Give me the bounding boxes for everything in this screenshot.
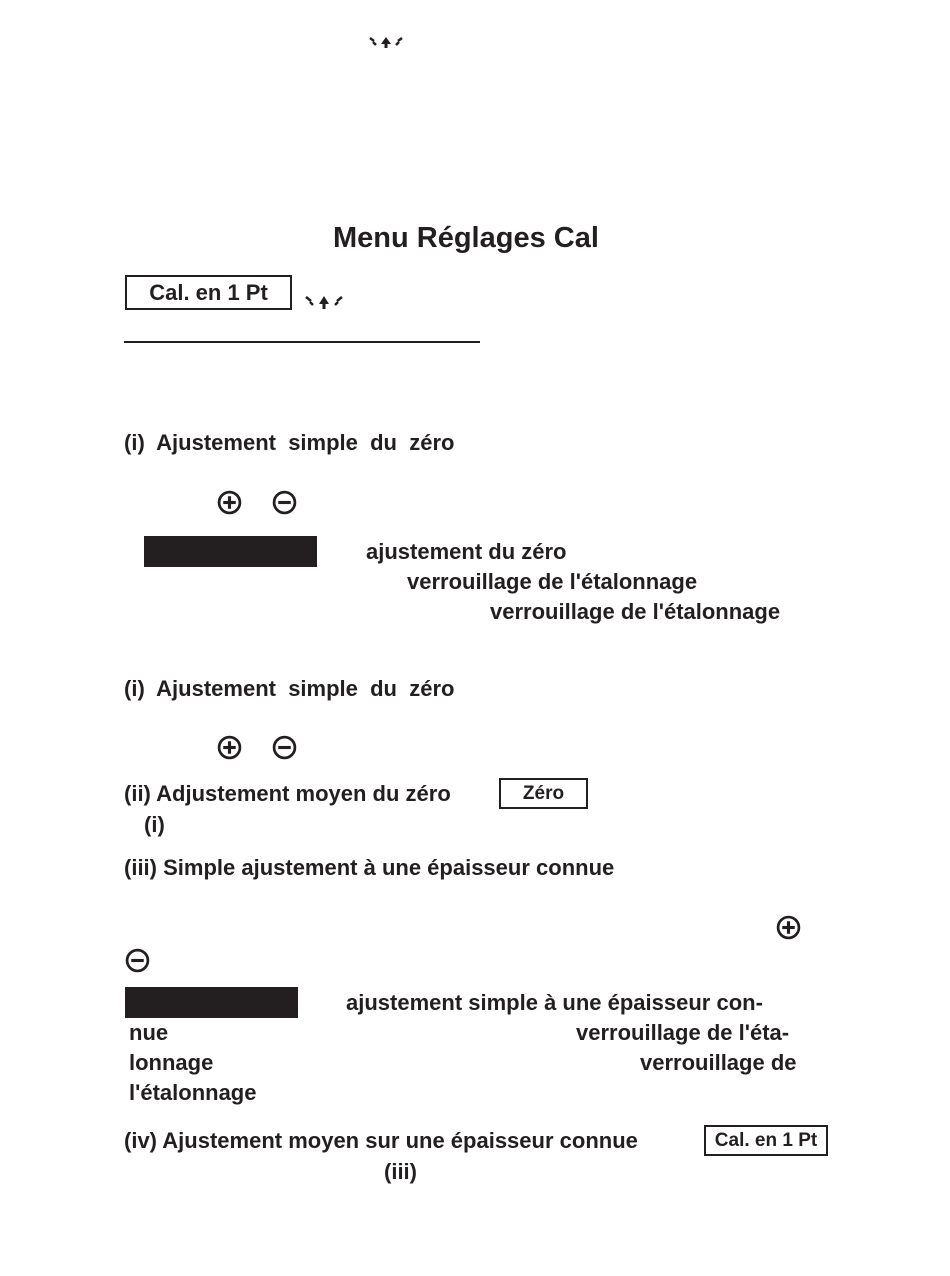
cal-menu-box: Cal. en 1 Pt	[125, 275, 292, 310]
minus-circle-icon	[125, 948, 150, 973]
cal-badge: Cal. en 1 Pt	[704, 1125, 828, 1156]
plus-circle-icon	[217, 490, 242, 515]
reference-label: (iii)	[384, 1159, 417, 1184]
text-line: verrouillage de l'étalonnage	[490, 599, 781, 624]
text-line: l'étalonnage	[129, 1080, 257, 1105]
zero-badge: Zéro	[499, 778, 588, 809]
section-heading: (iii) Simple ajustement à une épaisseur connue	[124, 855, 615, 880]
section-heading: (iv) Ajustement moyen sur une épaisseur connue	[124, 1128, 638, 1153]
minus-circle-icon	[272, 490, 297, 515]
text-line: lonnage	[129, 1050, 214, 1075]
redacted-block	[125, 987, 298, 1018]
text-line: verrouillage de l'étalonnage	[407, 569, 698, 594]
reference-label: (i)	[144, 812, 165, 837]
text-line: ajustement du zéro	[366, 539, 567, 564]
plus-circle-icon	[776, 915, 801, 940]
text-line: nue	[129, 1020, 169, 1045]
section-heading: (ii) Adjustement moyen du zéro	[124, 781, 451, 806]
text-line: verrouillage de	[640, 1050, 797, 1075]
redacted-block	[144, 536, 317, 567]
page-title: Menu Réglages Cal	[333, 222, 599, 254]
section-heading: (i) Ajustement simple du zéro	[124, 430, 455, 455]
divider	[124, 341, 480, 343]
text-line: verrouillage de l'éta-	[576, 1020, 790, 1045]
nav-arrows-icon	[303, 292, 345, 310]
text-line: ajustement simple à une épaisseur con-	[346, 990, 763, 1015]
nav-arrows-icon	[367, 33, 405, 49]
section-heading: (i) Ajustement simple du zéro	[124, 676, 455, 701]
plus-circle-icon	[217, 735, 242, 760]
minus-circle-icon	[272, 735, 297, 760]
